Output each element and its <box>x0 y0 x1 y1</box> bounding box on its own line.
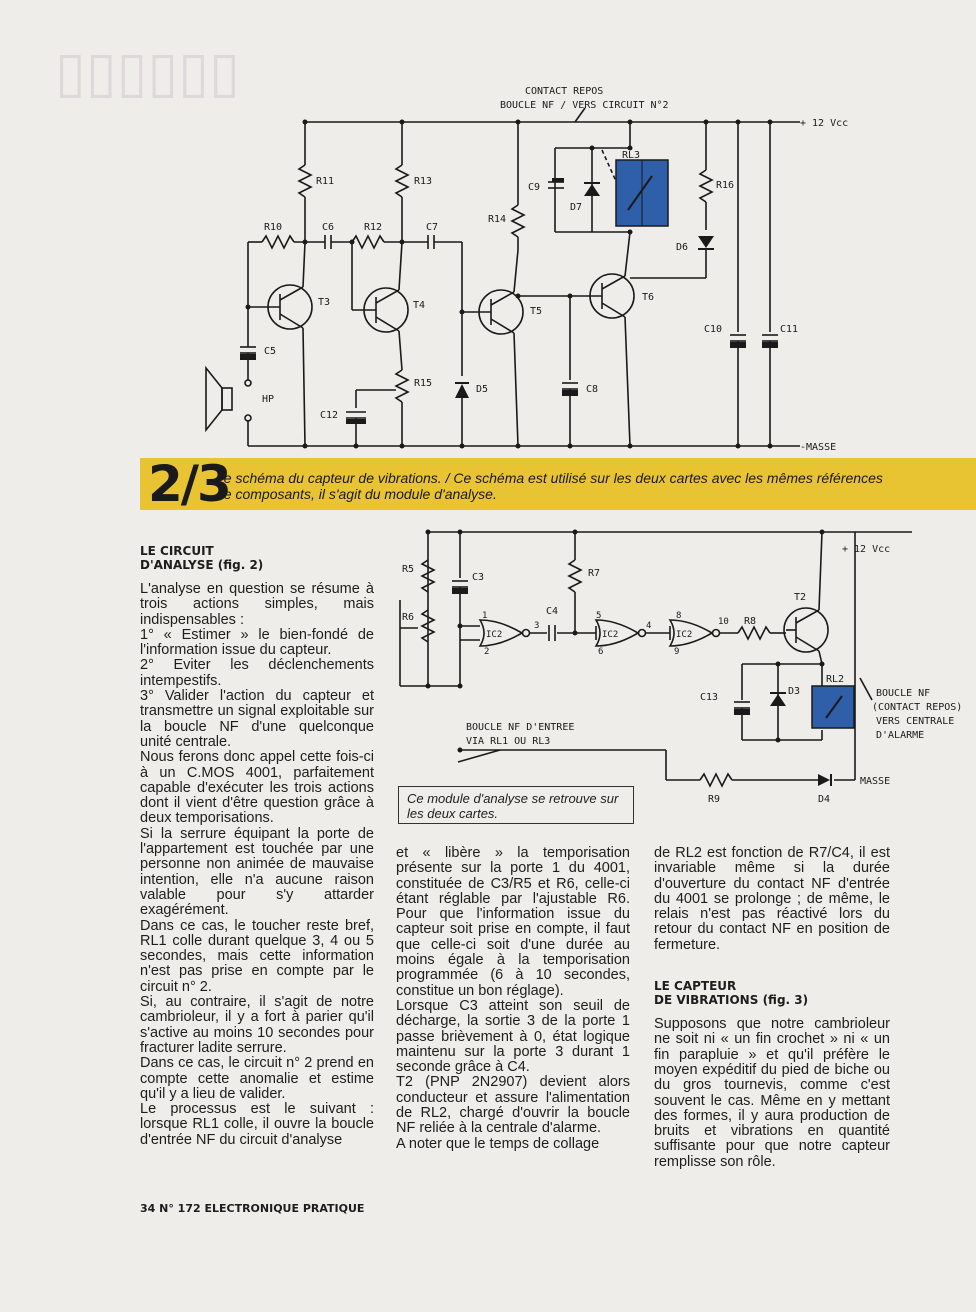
col1-paragraph-6: Si la serrure équipant la porte de l'appartement est touchée par une personne non animée de mauvaise intention, elle n'a aucune raison valable pour s'y attarder exagérément. <box>140 825 374 919</box>
show-through-text: ▯▯▯▯▯▯ <box>55 40 240 105</box>
f3-label-alarme: D'ALARME <box>876 730 925 741</box>
schematic-fig2 <box>0 0 976 460</box>
f3-label-c13: C13 <box>700 692 719 703</box>
col2-paragraph-1: et « libère » la temporisation présente sur la porte 1 du 4001, constituée de C3/R5 et R6, celle-ci étant réglable par l'ajustable R6. Pour que l'information issue du capteur soit prise en compte, il faut que celle-ci soit d'une durée au moins égale à la temporisation programmée (6 à 10 secondes, constitue un bon réglage). <box>396 845 630 999</box>
f3-label-ic2-c: IC2 <box>676 630 693 640</box>
f3-label-contact-repos: (CONTACT REPOS) <box>872 702 963 713</box>
col1-paragraph-2: 1° « Estimer » le bien-fondé de l'information issue du capteur. <box>140 626 374 659</box>
label-r15: R15 <box>414 378 433 389</box>
label-c12: C12 <box>320 410 339 421</box>
label-r13: R13 <box>414 176 433 187</box>
f3-label-boucle-nf: BOUCLE NF <box>876 688 931 699</box>
f3-label-vers-centrale: VERS CENTRALE <box>876 716 955 727</box>
col2-paragraph-2: Lorsque C3 atteint son seuil de décharge, la sortie 3 de la porte 1 passe brièvement à 0, état logique maintenu sur la porte 3 durant 1 seconde grâce à C4. <box>396 997 630 1076</box>
label-t4: T4 <box>413 300 426 311</box>
label-contact-repos: CONTACT REPOS <box>525 86 604 97</box>
label-boucle-vers: BOUCLE NF / VERS CIRCUIT N°2 <box>500 100 669 111</box>
heading-line-1: LE CIRCUIT <box>140 544 214 558</box>
label-c9: C9 <box>528 182 541 193</box>
f3-label-pin8: 8 <box>676 611 682 621</box>
heading-line-2: D'ANALYSE <box>140 558 214 572</box>
col1-paragraph-1: L'analyse en question se résume à trois actions simples, mais indispensables : <box>140 581 374 628</box>
col1-paragraph-10: Le processus est le suivant : lorsque RL1 colle, il ouvre la boucle d'entrée NF du circuit d'analyse <box>140 1101 374 1148</box>
section-heading-capteur <box>654 979 890 1007</box>
f3-label-pin9: 9 <box>674 647 680 657</box>
f3-label-pin3: 3 <box>534 621 540 631</box>
f3-label-r5: R5 <box>402 564 415 575</box>
f3-label-c4: C4 <box>546 606 559 617</box>
label-c7: C7 <box>426 222 439 233</box>
f3-label-pin2: 2 <box>484 647 490 657</box>
figure-number: 2/3 <box>148 455 230 513</box>
label-t6: T6 <box>642 292 655 303</box>
f3-label-pin1: 1 <box>482 611 488 621</box>
label-vcc: + 12 Vcc <box>800 118 849 129</box>
f3-label-pin4: 4 <box>646 621 652 631</box>
col1-paragraph-3: 2° Eviter les déclenchements intempestifs. <box>140 657 374 689</box>
text-column-3 <box>654 846 890 1170</box>
col2-paragraph-4: A noter que le temps de collage <box>396 1135 600 1152</box>
f3-label-d3: D3 <box>788 686 801 697</box>
col1-paragraph-9: Dans ce cas, le circuit n° 2 prend en compte cette anomalie et estime qu'il y a lieu de valider. <box>140 1055 374 1102</box>
f3-label-ic2-b: IC2 <box>602 630 619 640</box>
f3-label-t2: T2 <box>794 592 807 603</box>
col2-paragraph-3: T2 (PNP 2N2907) devient alors conducteur et assure l'alimentation de RL2, chargé d'ouvrir la boucle NF reliée à la centrale d'alarme. <box>396 1074 630 1137</box>
col1-paragraph-5: Nous ferons donc appel cette fois-ci à un C.MOS 4001, parfaitement capable d'exécuter les trois actions dont il vient d'être question grâce à deux temporisations. <box>140 749 374 827</box>
fig3-box-caption: Ce module d'analyse se retrouve sur les deux cartes. <box>398 786 634 824</box>
label-t3: T3 <box>318 297 331 308</box>
label-hp: HP <box>262 394 275 405</box>
label-r11: R11 <box>316 176 335 187</box>
f3-label-r9: R9 <box>708 794 721 805</box>
label-r16: R16 <box>716 180 735 191</box>
label-r14: R14 <box>488 214 507 225</box>
label-c8: C8 <box>586 384 599 395</box>
f3-label-r8: R8 <box>744 616 757 627</box>
f3-label-pin6: 6 <box>598 647 604 657</box>
label-t5: T5 <box>530 306 543 317</box>
col1-paragraph-7: Dans ce cas, le toucher reste bref, RL1 colle durant quelque 3, 4 ou 5 secondes, mais cette information n'est pas prise en compte par le circuit n° 2. <box>140 917 374 995</box>
figure-caption: Le schéma du capteur de vibrations. / Ce schéma est utilisé sur les deux cartes avec les mêmes références de composants, il s'agit du module d'analyse. <box>216 470 883 502</box>
heading-capteur-fig-ref: (fig. 3) <box>762 993 809 1008</box>
f3-label-r7: R7 <box>588 568 601 579</box>
label-c10: C10 <box>704 324 723 335</box>
label-c6: C6 <box>322 222 335 233</box>
label-r10: R10 <box>264 222 283 233</box>
col1-paragraph-4: 3° Valider l'action du capteur et transmettre un signal exploitable sur la boucle NF d'une quelconque unité centrale. <box>140 688 374 750</box>
f3-label-r6: R6 <box>402 612 415 623</box>
f3-label-pin5: 5 <box>596 611 602 621</box>
label-masse: -MASSE <box>800 442 837 453</box>
label-d7: D7 <box>570 202 583 213</box>
label-c5: C5 <box>264 346 277 357</box>
f3-label-d4: D4 <box>818 794 831 805</box>
text-column-1 <box>140 544 374 1148</box>
label-d6: D6 <box>676 242 689 253</box>
f3-label-vcc: + 12 Vcc <box>842 544 891 555</box>
f3-label-boucle-entree: BOUCLE NF D'ENTREE <box>466 722 575 733</box>
text-column-2 <box>396 846 630 1152</box>
heading-fig-ref: (fig. 2) <box>217 558 264 572</box>
f3-label-masse: MASSE <box>860 776 891 787</box>
heading-capteur-line-1: LE CAPTEUR <box>654 979 737 994</box>
label-r12: R12 <box>364 222 383 233</box>
col1-paragraph-8: Si, au contraire, il s'agit de notre cambrioleur, il y a fort à parier qu'il s'active au moins 10 secondes pour fracturer ladite serrure. <box>140 994 374 1056</box>
f3-label-c3: C3 <box>472 572 485 583</box>
f3-label-pin10: 10 <box>718 617 729 627</box>
section-heading-circuit <box>140 544 374 572</box>
f3-label-ic2-a: IC2 <box>486 630 503 640</box>
col3-paragraph-1: de RL2 est fonction de R7/C4, il est invariable même si la durée d'ouverture du contact NF d'entrée du 4001 se prolonge ; de même, le relais n'est pas réactivé lors du retour du contact NF en position de fermeture. <box>654 845 890 953</box>
col3-paragraph-2: Supposons que notre cambrioleur ne soit ni « un fin crochet » ni « un fin parapluie » et qu'il préfère le moyen expéditif du pied de biche ou du gros tournevis, comme c'est souvent le cas. Même en y mettant des formes, il y aura production de bruits et vibrations en quantité suffisante pour que notre capteur remplisse son rôle. <box>654 1016 890 1170</box>
f3-label-rl2: RL2 <box>826 674 845 685</box>
f3-label-via: VIA RL1 OU RL3 <box>466 736 551 747</box>
label-rl3: RL3 <box>622 150 641 161</box>
page-footer: 34 N° 172 ELECTRONIQUE PRATIQUE <box>140 1202 365 1215</box>
label-c11: C11 <box>780 324 799 335</box>
label-d5: D5 <box>476 384 489 395</box>
heading-capteur-line-2: DE VIBRATIONS <box>654 993 759 1008</box>
